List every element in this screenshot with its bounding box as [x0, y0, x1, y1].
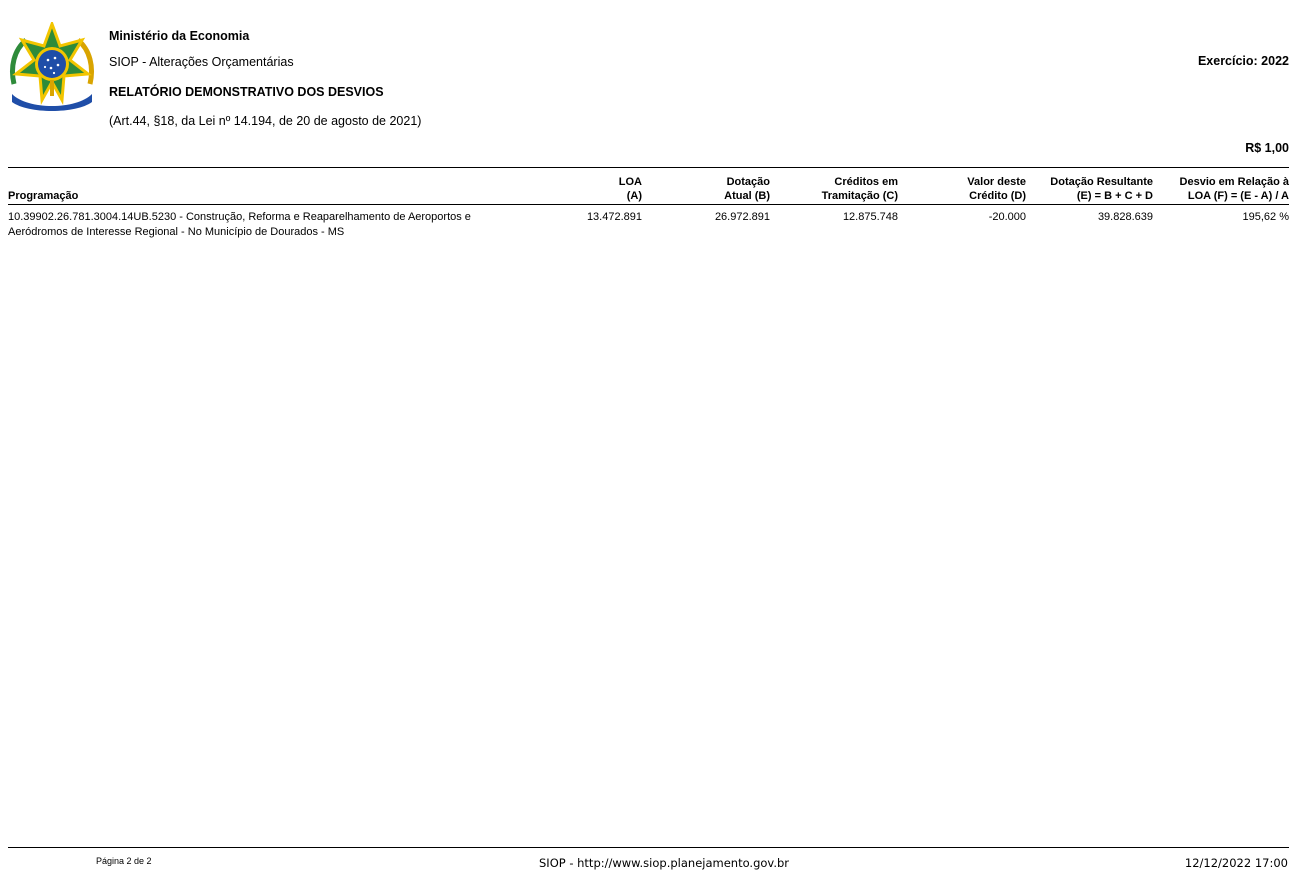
cell-loa: 13.472.891: [586, 211, 642, 223]
table-top-rule: [8, 167, 1289, 168]
column-header-programacao: Programação: [8, 190, 79, 202]
legal-basis: (Art.44, §18, da Lei nº 14.194, de 20 de agosto de 2021): [109, 114, 422, 128]
cell-valor-credito: -20.000: [988, 211, 1026, 223]
column-header-loa: LOA (A): [618, 176, 642, 202]
cell-programacao: 10.39902.26.781.3004.14UB.5230 - Construção, Reforma e Reaparelhamento de Aeroportos e Aeródromos de Interesse Regional - No Município de Dourados - MS: [8, 211, 471, 238]
column-header-dotacao-atual: Dotação Atual (B): [724, 176, 770, 202]
cell-desvio: 195,62 %: [1242, 211, 1289, 223]
system-name: SIOP - Alterações Orçamentárias: [109, 55, 294, 69]
footer-datetime: 12/12/2022 17:00: [1184, 856, 1288, 870]
exercise-year: Exercício: 2022: [1197, 54, 1289, 68]
currency-unit: R$ 1,00: [1245, 141, 1289, 155]
cell-dotacao-resultante: 39.828.639: [1097, 211, 1153, 223]
organization-name: Ministério da Economia: [109, 29, 250, 43]
column-header-valor-credito: Valor deste Crédito (D): [967, 176, 1026, 202]
brazil-coat-of-arms-icon: [8, 22, 96, 112]
footer-url: SIOP - http://www.siop.planejamento.gov.br: [539, 856, 790, 870]
column-header-dotacao-resultante: Dotação Resultante (E) = B + C + D: [1050, 176, 1153, 202]
column-header-desvio: Desvio em Relação à LOA (F) = (E - A) / A: [1179, 176, 1289, 202]
cell-creditos-tramitacao: 12.875.748: [842, 211, 898, 223]
cell-dotacao-atual: 26.972.891: [714, 211, 770, 223]
table-header-rule: [8, 204, 1289, 205]
footer-rule: [8, 847, 1289, 848]
report-title: RELATÓRIO DEMONSTRATIVO DOS DESVIOS: [109, 85, 384, 99]
column-header-creditos-tramitacao: Créditos em Tramitação (C): [821, 176, 898, 202]
page-number: Página 2 de 2: [96, 856, 152, 866]
